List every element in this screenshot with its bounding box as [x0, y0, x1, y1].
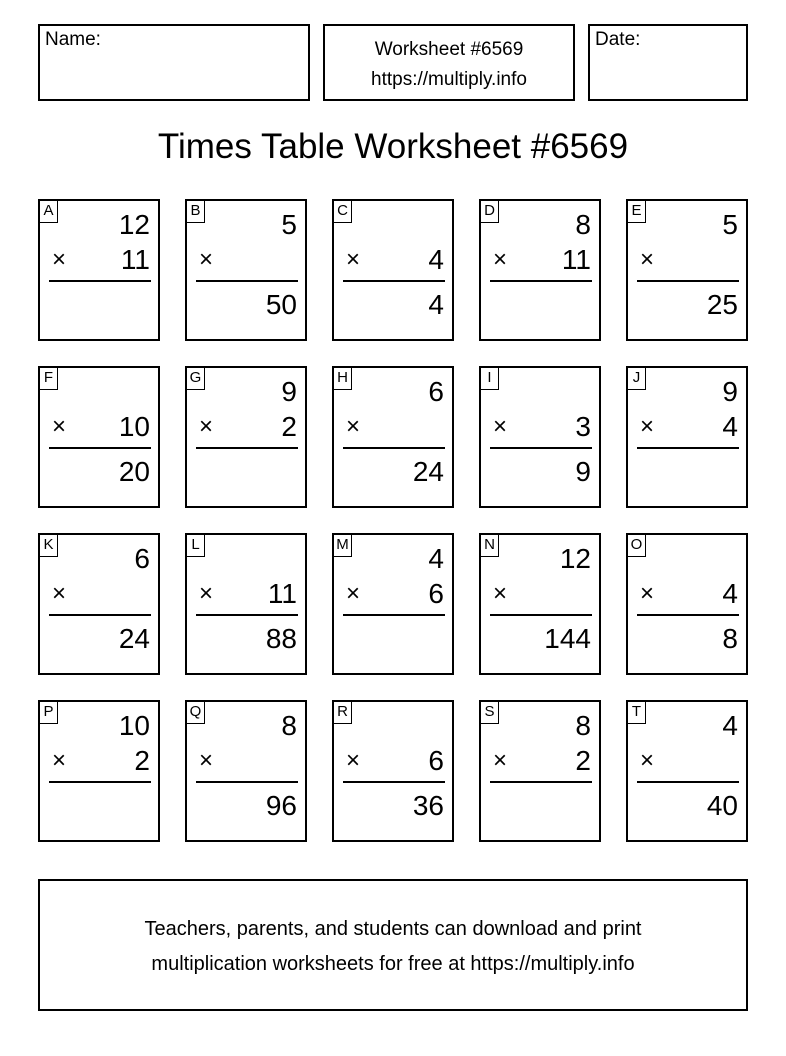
- problem-card: [185, 199, 307, 341]
- multiply-sign: ×: [493, 246, 508, 273]
- multiply-sign: ×: [346, 413, 361, 440]
- footer-line-1: Teachers, parents, and students can download and print: [144, 918, 642, 940]
- second-factor: 10: [118, 411, 150, 442]
- multiply-sign: ×: [346, 246, 361, 273]
- multiply-sign: ×: [52, 413, 67, 440]
- problem-letter: Q: [187, 702, 205, 724]
- date-label: Date:: [595, 29, 641, 50]
- problem-card: [479, 700, 601, 842]
- product: 9: [575, 456, 591, 487]
- second-factor: 2: [134, 745, 150, 776]
- answer-rule: [490, 781, 592, 783]
- second-factor: 6: [428, 578, 444, 609]
- first-factor: 6: [428, 376, 444, 407]
- multiply-sign: ×: [199, 747, 214, 774]
- product: 20: [118, 456, 150, 487]
- name-label: Name:: [45, 29, 101, 50]
- problem-letter: R: [334, 702, 352, 724]
- multiply-sign: ×: [199, 580, 214, 607]
- problem-letter: A: [40, 201, 58, 223]
- problem-card: [626, 700, 748, 842]
- problem-letter: H: [334, 368, 352, 390]
- multiply-sign: ×: [52, 246, 67, 273]
- first-factor: 9: [281, 376, 297, 407]
- multiply-sign: ×: [52, 580, 67, 607]
- name-box: [38, 24, 310, 101]
- multiply-sign: ×: [493, 580, 508, 607]
- problem-letter: P: [40, 702, 58, 724]
- multiply-sign: ×: [199, 413, 214, 440]
- first-factor: 12: [118, 209, 150, 240]
- answer-rule: [490, 280, 592, 282]
- multiply-sign: ×: [640, 413, 655, 440]
- problem-letter: B: [187, 201, 205, 223]
- multiply-sign: ×: [52, 747, 67, 774]
- answer-rule: [343, 614, 445, 616]
- problem-card: [479, 533, 601, 675]
- date-box: [588, 24, 748, 101]
- product: 4: [428, 289, 444, 320]
- answer-rule: [343, 781, 445, 783]
- answer-rule: [196, 781, 298, 783]
- problem-card: [185, 700, 307, 842]
- second-factor: 11: [267, 578, 297, 609]
- answer-rule: [49, 280, 151, 282]
- second-factor: 2: [281, 411, 297, 442]
- answer-rule: [343, 280, 445, 282]
- product: 88: [265, 623, 297, 654]
- problem-letter: L: [187, 535, 205, 557]
- problem-card: [479, 366, 601, 508]
- second-factor: 11: [561, 244, 591, 275]
- second-factor: 6: [428, 745, 444, 776]
- problem-letter: O: [628, 535, 646, 557]
- problem-card: [38, 700, 160, 842]
- problem-letter: D: [481, 201, 499, 223]
- answer-rule: [637, 781, 739, 783]
- first-factor: 9: [722, 376, 738, 407]
- problem-card: [332, 366, 454, 508]
- answer-rule: [196, 280, 298, 282]
- problem-card: [185, 533, 307, 675]
- page-title: Times Table Worksheet #6569: [157, 127, 629, 166]
- product: 144: [544, 623, 591, 654]
- second-factor: 4: [428, 244, 444, 275]
- answer-rule: [490, 614, 592, 616]
- worksheet-number: Worksheet #6569: [374, 39, 524, 60]
- multiply-sign: ×: [199, 246, 214, 273]
- product: 25: [706, 289, 738, 320]
- problem-card: [626, 199, 748, 341]
- multiply-sign: ×: [493, 747, 508, 774]
- first-factor: 12: [559, 543, 591, 574]
- problem-letter: E: [628, 201, 646, 223]
- problem-letter: M: [334, 535, 352, 557]
- first-factor: 6: [134, 543, 150, 574]
- problem-card: [38, 366, 160, 508]
- first-factor: 4: [722, 710, 738, 741]
- second-factor: 11: [120, 244, 150, 275]
- second-factor: 4: [722, 578, 738, 609]
- answer-rule: [196, 614, 298, 616]
- first-factor: 5: [722, 209, 738, 240]
- problem-letter: C: [334, 201, 352, 223]
- problem-letter: S: [481, 702, 499, 724]
- problem-card: [38, 533, 160, 675]
- multiply-sign: ×: [640, 246, 655, 273]
- product: 40: [706, 790, 738, 821]
- answer-rule: [637, 280, 739, 282]
- problem-letter: N: [481, 535, 499, 557]
- problem-letter: K: [40, 535, 58, 557]
- problem-card: [332, 533, 454, 675]
- problem-letter: F: [40, 368, 58, 390]
- problem-letter: G: [187, 368, 205, 390]
- first-factor: 5: [281, 209, 297, 240]
- footer-line-2: multiplication worksheets for free at https://multiply.info: [151, 953, 635, 975]
- worksheet-id-box: [323, 24, 575, 101]
- multiply-sign: ×: [640, 747, 655, 774]
- problem-card: [479, 199, 601, 341]
- worksheet-url: https://multiply.info: [371, 69, 527, 90]
- product: 36: [412, 790, 444, 821]
- problem-card: [38, 199, 160, 341]
- first-factor: 10: [118, 710, 150, 741]
- first-factor: 8: [281, 710, 297, 741]
- multiply-sign: ×: [493, 413, 508, 440]
- product: 96: [265, 790, 297, 821]
- problem-letter: I: [481, 368, 499, 390]
- answer-rule: [196, 447, 298, 449]
- multiply-sign: ×: [346, 580, 361, 607]
- multiply-sign: ×: [640, 580, 655, 607]
- second-factor: 2: [575, 745, 591, 776]
- first-factor: 8: [575, 710, 591, 741]
- footer-box: [38, 879, 748, 1011]
- answer-rule: [49, 781, 151, 783]
- second-factor: 4: [722, 411, 738, 442]
- first-factor: 4: [428, 543, 444, 574]
- problem-card: [626, 533, 748, 675]
- product: 8: [722, 623, 738, 654]
- problem-letter: J: [628, 368, 646, 390]
- multiply-sign: ×: [346, 747, 361, 774]
- answer-rule: [637, 447, 739, 449]
- answer-rule: [490, 447, 592, 449]
- answer-rule: [637, 614, 739, 616]
- problem-card: [626, 366, 748, 508]
- answer-rule: [49, 447, 151, 449]
- product: 24: [412, 456, 444, 487]
- problem-card: [185, 366, 307, 508]
- product: 24: [118, 623, 150, 654]
- problem-letter: T: [628, 702, 646, 724]
- problem-card: [332, 700, 454, 842]
- product: 50: [265, 289, 297, 320]
- answer-rule: [343, 447, 445, 449]
- second-factor: 3: [575, 411, 591, 442]
- problem-card: [332, 199, 454, 341]
- answer-rule: [49, 614, 151, 616]
- first-factor: 8: [575, 209, 591, 240]
